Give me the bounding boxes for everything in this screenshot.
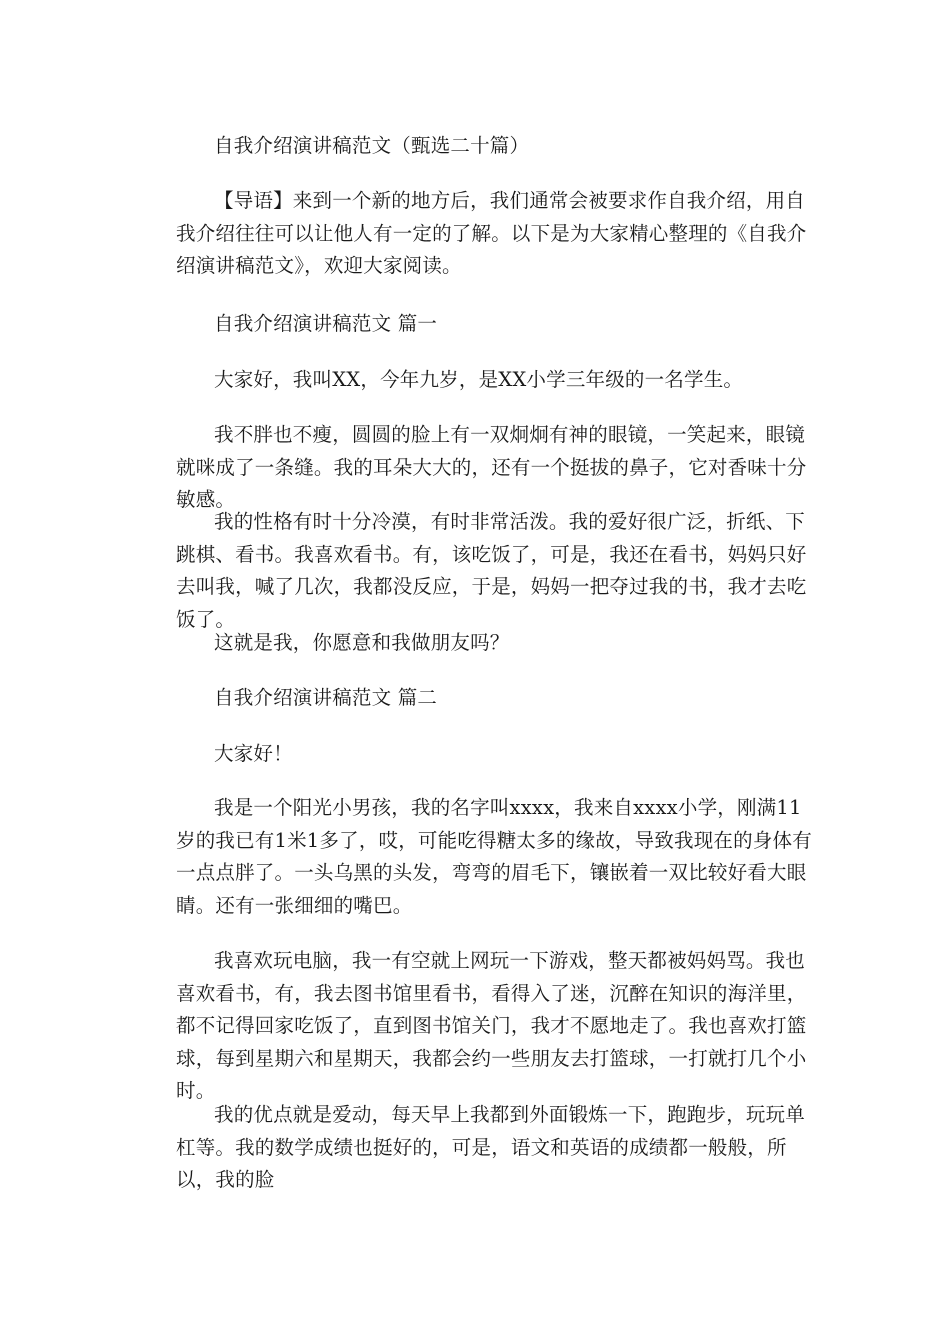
section-1-paragraph-4: 这就是我，你愿意和我做朋友吗？	[214, 631, 510, 654]
section-1-paragraph-1: 大家好，我叫XX，今年九岁，是XX小学三年级的一名学生。	[214, 368, 744, 391]
section-1-paragraph-2: 我不胖也不瘦，圆圆的脸上有一双炯炯有神的眼镜，一笑起来，眼镜就咪成了一条缝。我的耳朵大大的，还有一个挺拔的鼻子，它对香味十分敏感。	[176, 423, 807, 511]
section-1-heading: 自我介绍演讲稿范文 篇一	[214, 312, 438, 335]
section-2-paragraph-2: 我是一个阳光小男孩，我的名字叫xxxx，我来自xxxx小学，刚满11岁的我已有1米1多了，哎，可能吃得糖太多的缘故，导致我现在的身体有一点点胖了。一头乌黑的头发，弯弯的眉毛下，镶嵌着一双比较好看大眼睛。还有一张细细的嘴巴。	[176, 796, 812, 917]
document-title: 自我介绍演讲稿范文（甄选二十篇）	[214, 134, 530, 157]
intro-paragraph: 【导语】来到一个新的地方后，我们通常会被要求作自我介绍，用自我介绍往往可以让他人有一定的了解。以下是为大家精心整理的《自我介绍演讲稿范文》，欢迎大家阅读。	[176, 189, 807, 277]
section-2-paragraph-3: 我喜欢玩电脑，我一有空就上网玩一下游戏，整天都被妈妈骂。我也喜欢看书，有，我去图书馆里看书，看得入了迷，沉醉在知识的海洋里，都不记得回家吃饭了，直到图书馆关门，我才不愿地走了。我也喜欢打篮球，每到星期六和星期天，我都会约一些朋友去打篮球，一打就打几个小时。	[176, 949, 807, 1102]
section-1-paragraph-3: 我的性格有时十分冷漠，有时非常活泼。我的爱好很广泛，折纸、下跳棋、看书。我喜欢看书。有，该吃饭了，可是，我还在看书，妈妈只好去叫我，喊了几次，我都没反应，于是，妈妈一把夺过我的书，我才去吃饭了。	[176, 510, 807, 631]
section-2-paragraph-1: 大家好！	[214, 742, 293, 765]
section-2-heading: 自我介绍演讲稿范文 篇二	[214, 686, 438, 709]
section-2-paragraph-4: 我的优点就是爱动，每天早上我都到外面锻炼一下，跑跑步，玩玩单杠等。我的数学成绩也挺好的，可是，语文和英语的成绩都一般般，所以，我的脸	[176, 1103, 806, 1191]
